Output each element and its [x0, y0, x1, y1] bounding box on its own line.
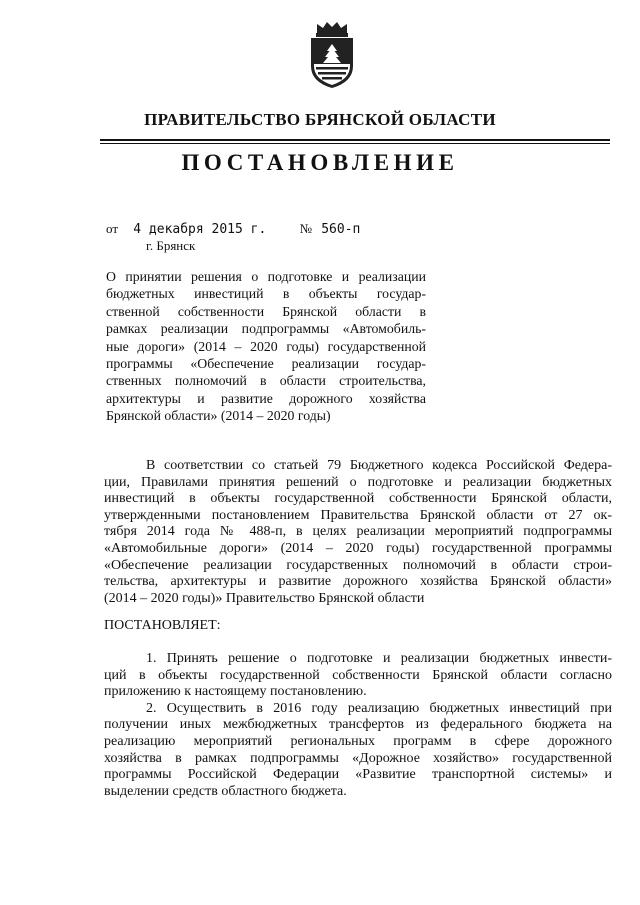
subject-line: рамках реализации подпрограммы «Автомобиль- — [106, 321, 426, 337]
document-date: 4 декабря 2015 г. — [133, 222, 267, 237]
preamble-line: тября 2014 года № 488-п, в целях реализации мероприятий подпрограммы — [104, 524, 612, 540]
header-rule-thin — [100, 143, 610, 144]
subject-line: Брянской области» (2014 – 2020 годы) — [106, 408, 331, 424]
item-2-line: выделении средств областного бюджета. — [104, 783, 347, 799]
subject-block — [106, 268, 426, 425]
preamble-line: тельства, архитектуры и развитие дорожного хозяйства Брянской области» — [104, 574, 612, 590]
resolve-word: ПОСТАНОВЛЯЕТ: — [104, 618, 221, 633]
item-2-line: хозяйства в рамках подпрограммы «Дорожное хозяйство» государственной — [104, 750, 612, 766]
document-number: 560-п — [321, 222, 361, 237]
item-2-line: реализацию мероприятий региональных программ в сфере дорожного — [104, 733, 612, 749]
document-type: ПОСТАНОВЛЕНИЕ — [181, 150, 459, 175]
date-number-line — [106, 221, 360, 237]
item-2-line: получении иных межбюджетных трансфертов из федерального бюджета на — [104, 717, 612, 733]
preamble-line: В соответствии со статьей 79 Бюджетного кодекса Российской Федера- — [146, 458, 612, 473]
item-1-line: 1. Принять решение о подготовке и реализации бюджетных инвести- — [146, 651, 612, 666]
coat-of-arms-icon — [303, 20, 361, 90]
item-1-line: приложению к настоящему постановлению. — [104, 684, 367, 700]
subject-line: программы «Обеспечение реализации государ- — [106, 356, 426, 372]
preamble-line: (2014 – 2020 годы)» Правительство Брянской области — [104, 590, 425, 606]
preamble-line: утвержденными постановлением Правительства Брянской области от 27 ок- — [104, 507, 612, 523]
subject-line: О принятии решения о подготовке и реализации — [106, 269, 426, 284]
government-name: ПРАВИТЕЛЬСТВО БРЯНСКОЙ ОБЛАСТИ — [144, 110, 496, 129]
preamble-line: инвестиций в объекты государственной собственности Брянской области, — [104, 491, 612, 507]
subject-line: ственной собственности Брянской области в — [106, 303, 426, 319]
subject-line: бюджетных инвестиций в объекты государ- — [106, 286, 426, 302]
subject-line: ственных полномочий в области строительства, — [106, 373, 426, 389]
subject-line: архитектуры и развитие дорожного хозяйства — [106, 390, 426, 406]
from-label: от — [106, 221, 119, 236]
preamble-line: «Автомобильные дороги» (2014 – 2020 годы) государственной программы — [104, 540, 612, 556]
number-label: № — [299, 221, 312, 236]
header-rule-thick — [100, 139, 610, 141]
item-2-line: программы Российской Федерации «Развитие транспортной системы» и — [104, 767, 612, 783]
subject-line: ные дороги» (2014 – 2020 годы) государственной — [106, 338, 426, 354]
preamble-line: «Обеспечение реализации государственных полномочий в области строи- — [104, 557, 612, 573]
preamble-line: ции, Правилами принятия решений о подготовке и реализации бюджетных — [104, 474, 612, 490]
preamble-paragraph — [104, 458, 612, 607]
city: г. Брянск — [146, 238, 196, 253]
resolution-items — [104, 651, 612, 800]
item-1-line: ций в объекты государственной собственности Брянской области согласно — [104, 667, 612, 683]
item-2-line: 2. Осуществить в 2016 году реализацию бюджетных инвестиций при — [146, 700, 612, 716]
